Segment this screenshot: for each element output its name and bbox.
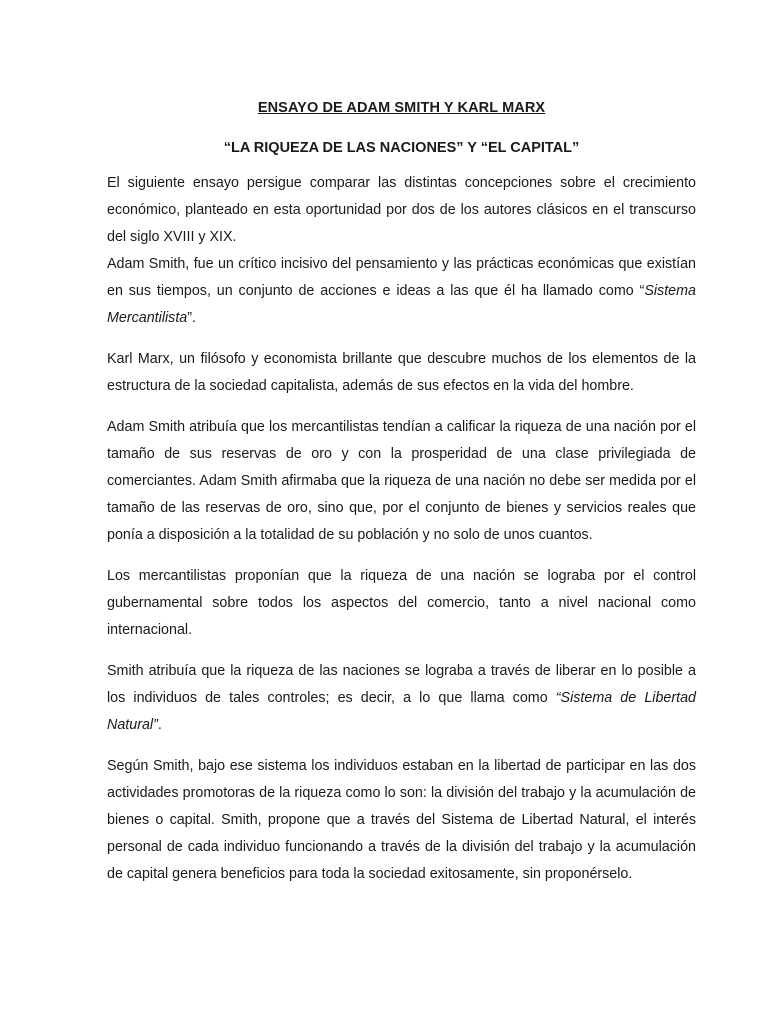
paragraph-smith-system: Según Smith, bajo ese sistema los individuos estaban en la libertad de participar en las dos actividades promotoras de la riqueza como lo son: la división del trabajo y la acumulación de bienes o capital. Smith, propone que a través del Sistema de Libertad Natural, el interés personal de cada individuo funcionando a través de la división del trabajo y la acumulación de capital genera beneficios para toda la sociedad exitosamente, sin proponérselo. — [107, 758, 696, 882]
paragraph-intro: El siguiente ensayo persigue comparar las distintas concepciones sobre el crecimiento económico, planteado en esta oportunidad por dos de los autores clásicos en el transcurso del siglo XVIII y XIX. — [107, 175, 696, 245]
document-title: ENSAYO DE ADAM SMITH Y KARL MARX — [257, 100, 546, 116]
paragraph-mercantilists-wealth: Adam Smith atribuía que los mercantilistas tendían a calificar la riqueza de una nación por el tamaño de sus reservas de oro y con la prosperidad de una clase privilegiada de comerciantes. Adam Smith afirmaba que la riqueza de una nación no debe ser medida por el tamaño de las reservas de oro, sino que, por el conjunto de bienes y servicios reales que ponía a disposición a la totalidad de su población y no solo de unos cuantos. — [107, 419, 696, 543]
paragraph-smith-critic-end: ”. — [187, 310, 196, 326]
paragraph-natural-liberty-italic: “Sistema de Libertad Natural” — [107, 690, 697, 733]
document-subtitle: “LA RIQUEZA DE LAS NACIONES” Y “EL CAPITAL” — [223, 140, 580, 156]
paragraph-natural-liberty-end: . — [157, 717, 162, 733]
paragraph-smith-critic-text: Adam Smith, fue un crítico incisivo del pensamiento y las prácticas económicas que existían en sus tiempos, un conjunto de acciones e ideas a las que él ha llamado como “ — [107, 256, 696, 299]
paragraph-natural-liberty-text: Smith atribuía que la riqueza de las naciones se lograba a través de liberar en lo posible a los individuos de tales controles; es decir, a lo que llama como — [107, 663, 696, 706]
paragraph-natural-liberty — [107, 658, 696, 739]
document-body — [107, 170, 696, 888]
paragraph-smith-critic — [107, 251, 696, 332]
document-page — [107, 96, 696, 902]
paragraph-marx: Karl Marx, un filósofo y economista brillante que descubre muchos de los elementos de la estructura de la sociedad capitalista, además de sus efectos en la vida del hombre. — [107, 351, 696, 394]
paragraph-smith-critic-italic: Sistema Mercantilista — [107, 283, 696, 326]
paragraph-mercantilists-control: Los mercantilistas proponían que la riqueza de una nación se lograba por el control gubernamental sobre todos los aspectos del comercio, tanto a nivel nacional como internacional. — [107, 568, 696, 638]
